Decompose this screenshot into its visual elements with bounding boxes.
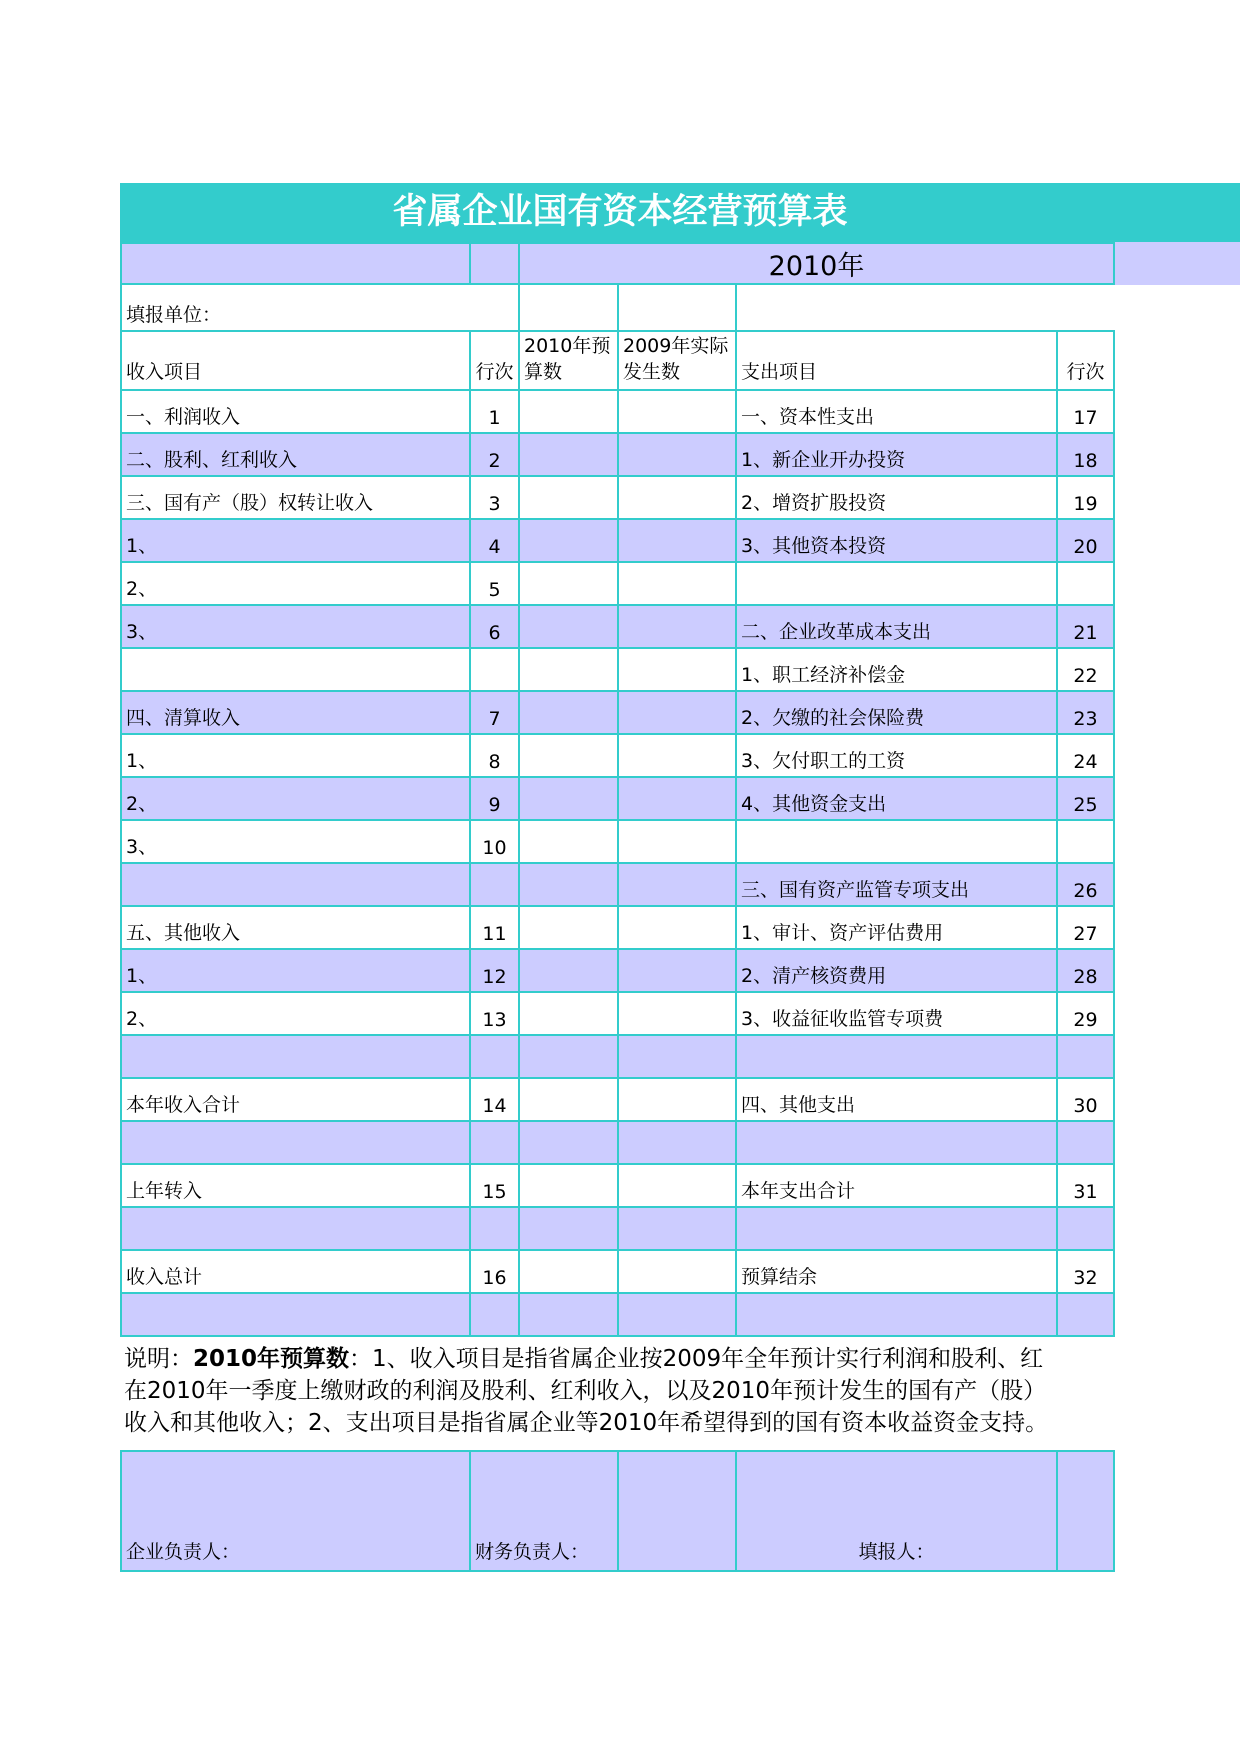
table-row xyxy=(121,562,1114,605)
header-row-no-2: 行次 xyxy=(1057,331,1114,390)
year-row-blank-left xyxy=(121,243,470,284)
income-row-no-cell: 3 xyxy=(470,476,519,519)
explanation-note xyxy=(124,1343,1124,1439)
expense-item-cell: 3、收益征收监管专项费 xyxy=(736,992,1057,1035)
expense-row-no-cell xyxy=(1057,1035,1114,1078)
expense-row-no-cell: 21 xyxy=(1057,605,1114,648)
budget-2010-cell xyxy=(519,1121,618,1164)
table-row xyxy=(121,777,1114,820)
expense-row-no-cell: 28 xyxy=(1057,949,1114,992)
budget-2010-cell xyxy=(519,1207,618,1250)
expense-row-no-cell: 24 xyxy=(1057,734,1114,777)
unit-blank-2 xyxy=(618,284,736,331)
actual-2009-cell xyxy=(618,605,736,648)
actual-2009-cell xyxy=(618,863,736,906)
income-item-cell: 3、 xyxy=(121,820,470,863)
income-item-cell: 2、 xyxy=(121,562,470,605)
unit-blank-1 xyxy=(519,284,618,331)
budget-2010-cell xyxy=(519,906,618,949)
income-row-no-cell: 4 xyxy=(470,519,519,562)
table-row xyxy=(121,648,1114,691)
table-row xyxy=(121,949,1114,992)
income-item-cell: 四、清算收入 xyxy=(121,691,470,734)
budget-2010-cell xyxy=(519,992,618,1035)
income-row-no-cell: 8 xyxy=(470,734,519,777)
actual-2009-cell xyxy=(618,949,736,992)
header-income-item: 收入项目 xyxy=(121,331,470,390)
table-row xyxy=(121,1078,1114,1121)
expense-item-cell: 二、企业改革成本支出 xyxy=(736,605,1057,648)
note-line-3: 收入和其他收入；2、支出项目是指省属企业等2010年希望得到的国有资本收益资金支持。 xyxy=(124,1410,1049,1436)
header-budget-2010: 2010年预算数 xyxy=(519,331,618,390)
actual-2009-cell xyxy=(618,1293,736,1336)
expense-row-no-cell: 23 xyxy=(1057,691,1114,734)
income-item-cell: 1、 xyxy=(121,734,470,777)
signature-table xyxy=(120,1450,1115,1572)
income-item-cell xyxy=(121,863,470,906)
budget-2010-cell xyxy=(519,820,618,863)
actual-2009-cell xyxy=(618,1207,736,1250)
income-item-cell xyxy=(121,648,470,691)
budget-2010-cell xyxy=(519,777,618,820)
year-row-blank-mid xyxy=(470,243,519,284)
income-row-no-cell: 16 xyxy=(470,1250,519,1293)
expense-row-no-cell: 25 xyxy=(1057,777,1114,820)
expense-item-cell: 2、增资扩股投资 xyxy=(736,476,1057,519)
budget-2010-cell xyxy=(519,562,618,605)
header-expense-item: 支出项目 xyxy=(736,331,1057,390)
income-row-no-cell: 14 xyxy=(470,1078,519,1121)
income-row-no-cell xyxy=(470,863,519,906)
budget-2010-cell xyxy=(519,605,618,648)
income-row-no-cell: 5 xyxy=(470,562,519,605)
expense-item-cell: 2、清产核资费用 xyxy=(736,949,1057,992)
income-row-no-cell: 9 xyxy=(470,777,519,820)
table-row xyxy=(121,1207,1114,1250)
title-bar xyxy=(120,183,1240,242)
budget-2010-cell xyxy=(519,648,618,691)
expense-row-no-cell xyxy=(1057,562,1114,605)
table-row xyxy=(121,906,1114,949)
budget-2010-cell xyxy=(519,1293,618,1336)
actual-2009-cell xyxy=(618,562,736,605)
note-line-1-text: ：1、收入项目是指省属企业按2009年全年预计实行利润和股利、红 xyxy=(349,1346,1044,1372)
income-item-cell: 3、 xyxy=(121,605,470,648)
expense-row-no-cell: 30 xyxy=(1057,1078,1114,1121)
actual-2009-cell xyxy=(618,992,736,1035)
income-row-no-cell xyxy=(470,1035,519,1078)
signature-leader: 企业负责人： xyxy=(121,1451,470,1571)
expense-item-cell: 1、新企业开办投资 xyxy=(736,433,1057,476)
expense-row-no-cell: 29 xyxy=(1057,992,1114,1035)
expense-item-cell xyxy=(736,562,1057,605)
expense-item-cell: 1、审计、资产评估费用 xyxy=(736,906,1057,949)
expense-item-cell: 预算结余 xyxy=(736,1250,1057,1293)
page-title: 省属企业国有资本经营预算表 xyxy=(392,192,848,232)
budget-2010-cell xyxy=(519,1164,618,1207)
expense-row-no-cell: 20 xyxy=(1057,519,1114,562)
budget-2010-cell xyxy=(519,390,618,433)
expense-item-cell: 四、其他支出 xyxy=(736,1078,1057,1121)
unit-blank-3 xyxy=(736,284,1114,331)
actual-2009-cell xyxy=(618,734,736,777)
budget-2010-cell xyxy=(519,734,618,777)
actual-2009-cell xyxy=(618,519,736,562)
expense-item-cell xyxy=(736,820,1057,863)
expense-row-no-cell: 22 xyxy=(1057,648,1114,691)
income-item-cell: 二、股利、红利收入 xyxy=(121,433,470,476)
year-label: 2010年 xyxy=(519,243,1114,284)
unit-row xyxy=(121,284,1114,331)
income-row-no-cell xyxy=(470,1293,519,1336)
table-row xyxy=(121,519,1114,562)
income-item-cell xyxy=(121,1121,470,1164)
income-row-no-cell: 1 xyxy=(470,390,519,433)
budget-2010-cell xyxy=(519,863,618,906)
note-line-1 xyxy=(124,1343,1124,1375)
table-row xyxy=(121,605,1114,648)
expense-row-no-cell xyxy=(1057,1121,1114,1164)
note-bold: 2010年预算数 xyxy=(193,1346,350,1372)
income-item-cell: 2、 xyxy=(121,992,470,1035)
table-row xyxy=(121,433,1114,476)
expense-item-cell xyxy=(736,1035,1057,1078)
expense-item-cell xyxy=(736,1207,1057,1250)
actual-2009-cell xyxy=(618,1078,736,1121)
table-row xyxy=(121,390,1114,433)
signature-finance: 财务负责人： xyxy=(470,1451,618,1571)
actual-2009-cell xyxy=(618,691,736,734)
budget-2010-cell xyxy=(519,519,618,562)
income-item-cell: 1、 xyxy=(121,949,470,992)
income-row-no-cell: 11 xyxy=(470,906,519,949)
expense-row-no-cell: 19 xyxy=(1057,476,1114,519)
expense-row-no-cell: 31 xyxy=(1057,1164,1114,1207)
note-prefix: 说明： xyxy=(124,1346,193,1372)
income-item-cell: 三、国有产（股）权转让收入 xyxy=(121,476,470,519)
signature-blank xyxy=(618,1451,736,1571)
actual-2009-cell xyxy=(618,390,736,433)
year-row xyxy=(121,243,1114,284)
table-row xyxy=(121,863,1114,906)
income-row-no-cell: 12 xyxy=(470,949,519,992)
budget-table xyxy=(120,242,1115,1337)
budget-2010-cell xyxy=(519,1250,618,1293)
income-row-no-cell xyxy=(470,1207,519,1250)
unit-label: 填报单位： xyxy=(121,284,519,331)
income-item-cell xyxy=(121,1035,470,1078)
table-row xyxy=(121,1035,1114,1078)
budget-2010-cell xyxy=(519,476,618,519)
actual-2009-cell xyxy=(618,1121,736,1164)
actual-2009-cell xyxy=(618,433,736,476)
table-row xyxy=(121,1293,1114,1336)
table-row xyxy=(121,734,1114,777)
actual-2009-cell xyxy=(618,1250,736,1293)
expense-row-no-cell: 27 xyxy=(1057,906,1114,949)
income-row-no-cell: 13 xyxy=(470,992,519,1035)
actual-2009-cell xyxy=(618,906,736,949)
expense-row-no-cell: 26 xyxy=(1057,863,1114,906)
income-item-cell xyxy=(121,1293,470,1336)
income-item-cell: 上年转入 xyxy=(121,1164,470,1207)
income-item-cell: 本年收入合计 xyxy=(121,1078,470,1121)
expense-row-no-cell xyxy=(1057,1207,1114,1250)
table-row xyxy=(121,476,1114,519)
expense-row-no-cell xyxy=(1057,1293,1114,1336)
budget-2010-cell xyxy=(519,691,618,734)
actual-2009-cell xyxy=(618,1035,736,1078)
header-actual-2009: 2009年实际发生数 xyxy=(618,331,736,390)
expense-item-cell xyxy=(736,1121,1057,1164)
actual-2009-cell xyxy=(618,476,736,519)
income-row-no-cell xyxy=(470,1121,519,1164)
expense-item-cell: 本年支出合计 xyxy=(736,1164,1057,1207)
header-row xyxy=(121,331,1114,390)
expense-item-cell: 2、欠缴的社会保险费 xyxy=(736,691,1057,734)
budget-2010-cell xyxy=(519,949,618,992)
table-row xyxy=(121,1250,1114,1293)
income-row-no-cell: 15 xyxy=(470,1164,519,1207)
expense-item-cell: 1、职工经济补偿金 xyxy=(736,648,1057,691)
budget-2010-cell xyxy=(519,433,618,476)
income-row-no-cell: 2 xyxy=(470,433,519,476)
actual-2009-cell xyxy=(618,777,736,820)
budget-2010-cell xyxy=(519,1035,618,1078)
income-row-no-cell xyxy=(470,648,519,691)
expense-row-no-cell: 32 xyxy=(1057,1250,1114,1293)
income-item-cell: 五、其他收入 xyxy=(121,906,470,949)
income-item-cell: 一、利润收入 xyxy=(121,390,470,433)
table-row xyxy=(121,1121,1114,1164)
income-item-cell xyxy=(121,1207,470,1250)
note-line-2: 在2010年一季度上缴财政的利润及股利、红利收入，以及2010年预计发生的国有产（股） xyxy=(124,1378,1047,1404)
header-row-no: 行次 xyxy=(470,331,519,390)
expense-item-cell: 一、资本性支出 xyxy=(736,390,1057,433)
table-row xyxy=(121,820,1114,863)
income-item-cell: 收入总计 xyxy=(121,1250,470,1293)
expense-item-cell xyxy=(736,1293,1057,1336)
budget-2010-cell xyxy=(519,1078,618,1121)
income-row-no-cell: 10 xyxy=(470,820,519,863)
actual-2009-cell xyxy=(618,1164,736,1207)
signature-filler: 填报人： xyxy=(736,1451,1057,1571)
expense-row-no-cell xyxy=(1057,820,1114,863)
actual-2009-cell xyxy=(618,648,736,691)
income-row-no-cell: 6 xyxy=(470,605,519,648)
table-row xyxy=(121,992,1114,1035)
expense-item-cell: 3、其他资本投资 xyxy=(736,519,1057,562)
income-row-no-cell: 7 xyxy=(470,691,519,734)
table-row xyxy=(121,691,1114,734)
expense-item-cell: 4、其他资金支出 xyxy=(736,777,1057,820)
expense-row-no-cell: 17 xyxy=(1057,390,1114,433)
expense-item-cell: 三、国有资产监管专项支出 xyxy=(736,863,1057,906)
actual-2009-cell xyxy=(618,820,736,863)
signature-blank-end xyxy=(1057,1451,1114,1571)
expense-item-cell: 3、欠付职工的工资 xyxy=(736,734,1057,777)
income-item-cell: 2、 xyxy=(121,777,470,820)
table-row xyxy=(121,1164,1114,1207)
expense-row-no-cell: 18 xyxy=(1057,433,1114,476)
signature-row xyxy=(121,1451,1114,1571)
income-item-cell: 1、 xyxy=(121,519,470,562)
